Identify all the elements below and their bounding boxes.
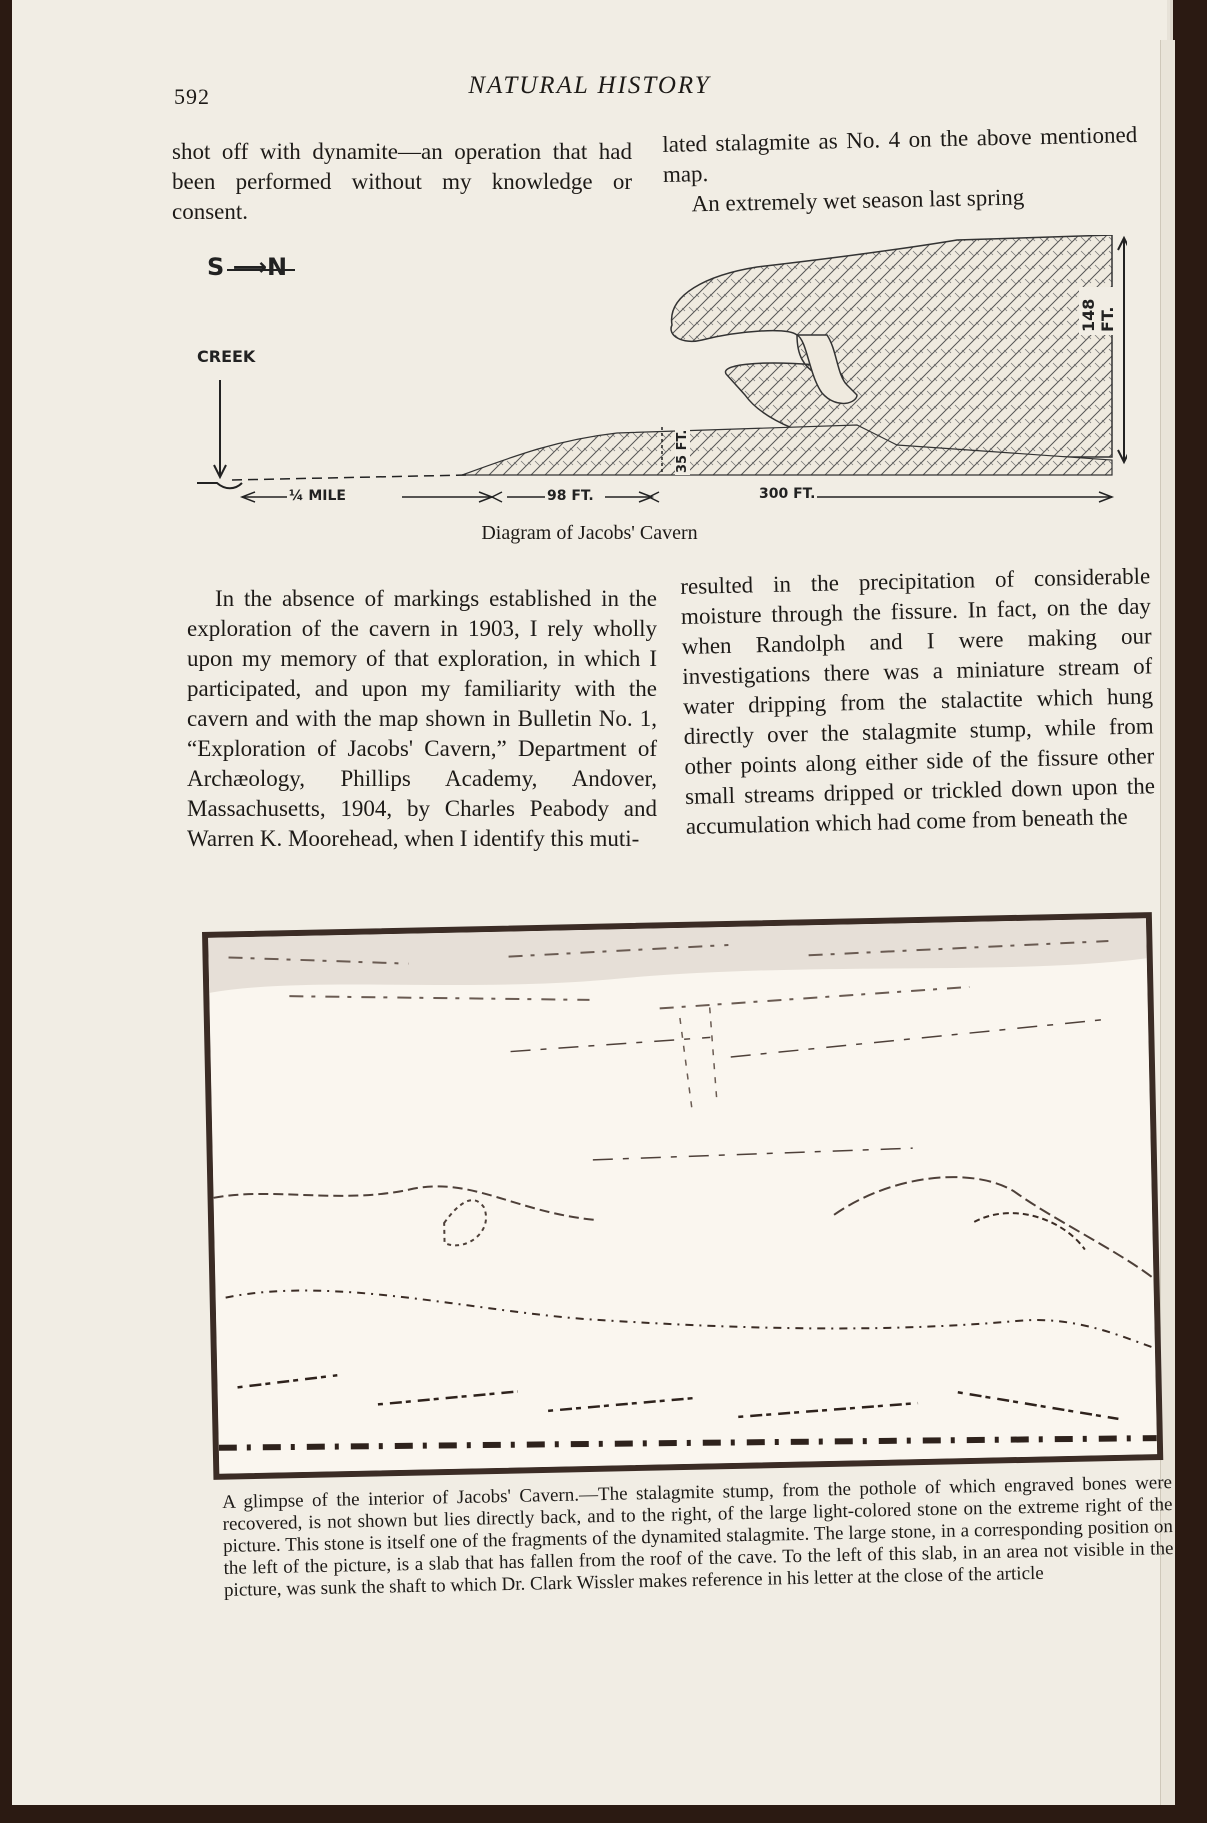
column-top-left — [172, 137, 632, 227]
paragraph: lated stalagmite as No. 4 on the above mentioned map. — [662, 122, 1138, 187]
photo-caption: A glimpse of the interior of Jacobs' Cavern.—The stalagmite stump, from the pothole of which engraved bones were recovered, is not shown but lies directly back, and to the right, of the large light-colored stone on the extreme right of the picture. This stone is itself one of the fragments of the dynamited stalagmite. The large stone, in a corresponding position on the left of the picture, is a slab that has fallen from the roof of the cave. To the left of this slab, in an area not visible in the picture, was sunk the shaft to which Dr. Clark Wissler makes reference in his letter at the close of the article — [222, 1472, 1174, 1601]
column-middle-right — [680, 561, 1156, 842]
paragraph: An extremely wet season last spring — [691, 184, 1025, 217]
cavern-diagram — [197, 235, 1127, 520]
column-top-right — [662, 120, 1139, 220]
ground-line — [232, 475, 467, 480]
page — [12, 0, 1174, 1805]
creek-dip — [197, 483, 242, 488]
paragraph: In the absence of markings established in the exploration of the cavern in 1903, I rely wholly upon my memory of that exploration, in which I participated, and upon my familiarity with the cavern and with the map shown in Bulletin No. 1, “Exploration of Jacobs' Cavern,” Department of Archæology, Phillips Academy, Andover, Massachusetts, 1904, by Charles Peabody and Warren K. Moorehead, when I identify this muti- — [187, 586, 657, 851]
paragraph: resulted in the precipitation of considerable moisture through the fissure. In fact, on the day when Randolph and I were making our investigations there was a miniature stream of water dripping from the stalactite which hung directly over the stalagmite stump, while from other points along either side of the fissure other small streams dripped or trickled down upon the accumulation which had come from beneath the — [680, 563, 1156, 839]
height-arrowheads — [1118, 238, 1127, 462]
creek-label: CREEK — [197, 347, 256, 366]
paragraph: shot off with dynamite—an operation that had been performed without my knowledge or consent. — [172, 139, 632, 224]
cavern-diagram-drawing — [197, 235, 1127, 520]
running-head: NATURAL HISTORY — [468, 72, 711, 99]
page-number: 592 — [174, 84, 210, 109]
diagram-caption: Diagram of Jacobs' Cavern — [481, 522, 698, 544]
height-label: 148 FT. — [1079, 287, 1117, 335]
depth-label: 35 FT. — [675, 429, 690, 473]
compass-label: S ⟶N — [207, 253, 288, 281]
distance-98-label: 98 FT. — [547, 488, 594, 504]
distance-300-label: 300 FT. — [759, 486, 816, 502]
column-middle-left — [187, 584, 657, 854]
distance-mile-label: ¼ MILE — [289, 488, 346, 504]
cavern-rock-mass — [671, 235, 1112, 457]
cavern-photograph-image — [208, 918, 1157, 1474]
cavern-photograph — [202, 912, 1163, 1480]
